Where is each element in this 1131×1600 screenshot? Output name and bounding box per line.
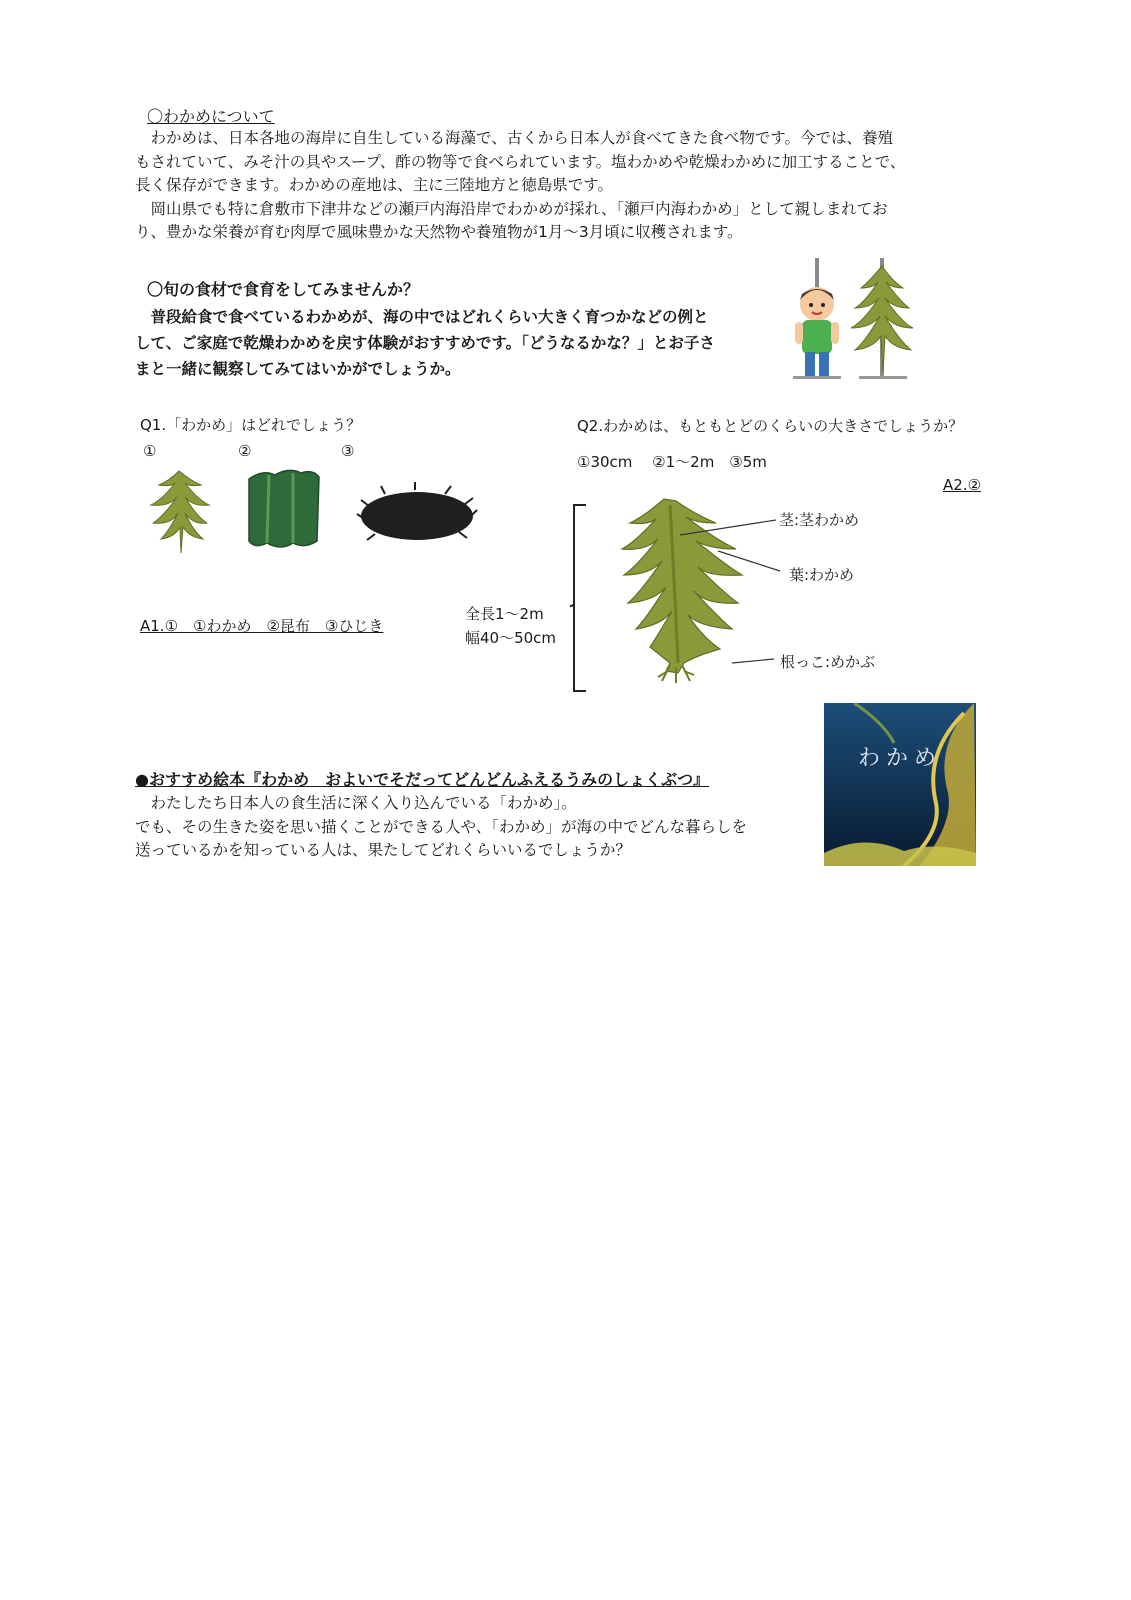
section-about-heading: 〇わかめについて — [147, 107, 275, 126]
book-cover-illustration — [824, 703, 976, 866]
paragraph-line: 長く保存ができます。わかめの産地は、主に三陸地方と徳島県です。 — [135, 176, 614, 194]
section-about-body — [135, 127, 905, 245]
q1-question: Q1.「わかめ」はどれでしょう？ — [140, 416, 362, 434]
size-length: 全長1～2m — [465, 605, 544, 623]
paragraph-line: 岡山県でも特に倉敷市下津井などの瀬戸内海沿岸でわかめが採れ、「瀬戸内海わかめ」として親しまれてお — [135, 199, 888, 218]
section-shokuiku-heading: 〇旬の食材で食育をしてみませんか？ — [147, 280, 420, 299]
paragraph-line: わかめは、日本各地の海岸に自生している海藻で、古くから日本人が食べてきた食べ物です。今では、養殖 — [135, 129, 893, 147]
q2-answer: A2.② — [943, 476, 982, 494]
q2-options: ①30cm ②1～2m ③5m — [577, 453, 767, 471]
paragraph-line: り、豊かな栄養が育む肉厚で風味豊かな天然物や養殖物が1月～3月頃に収穫されます。 — [135, 223, 743, 241]
size-width: 幅40～50cm — [465, 629, 557, 647]
paragraph-line: わたしたち日本人の食生活に深く入り込んでいる「わかめ」。 — [135, 794, 577, 812]
wakame-image — [145, 465, 213, 557]
q2-question: Q2.わかめは、もともとどのくらいの大きさでしょうか？ — [577, 417, 964, 435]
book-cover — [824, 703, 976, 866]
child-height-illustration — [785, 252, 920, 384]
kombu-image — [243, 465, 323, 551]
book-cover-title: わかめ — [858, 746, 943, 771]
section-shokuiku-body — [135, 304, 715, 382]
label-root: 根っこ:めかぶ — [780, 653, 876, 671]
q1-choice-number: ① — [143, 442, 157, 460]
hijiki-image — [355, 480, 480, 546]
paragraph-line: でも、その生きた姿を思い描くことができる人や、「わかめ」が海の中でどんな暮らしを — [135, 817, 747, 836]
paragraph-line: 送っているかを知っている人は、果たしてどれくらいいるでしょうか？ — [135, 841, 631, 859]
book-heading: ●おすすめ絵本『わかめ およいでそだってどんどんふえるうみのしょくぶつ』 — [135, 770, 710, 789]
q1-choice-number: ② — [238, 442, 252, 460]
paragraph-line: もされていて、みそ汁の具やスープ、酢の物等で食べられています。塩わかめや乾燥わかめに加工することで、 — [135, 152, 906, 171]
paragraph-line: して、ご家庭で乾燥わかめを戻す体験がおすすめです。「どうなるかな？」とお子さ — [135, 334, 715, 352]
q1-choice-number: ③ — [341, 442, 355, 460]
q1-answer: A1.① ①わかめ ②昆布 ③ひじき — [140, 617, 384, 635]
paragraph-line: まと一緒に観察してみてはいかがでしょうか。 — [135, 360, 461, 378]
label-stem: 茎:茎わかめ — [779, 511, 860, 529]
diagram-leader-lines — [650, 505, 790, 670]
paragraph-line: 普段給食で食べているわかめが、海の中ではどれくらい大きく育つかなどの例と — [135, 308, 709, 326]
book-description — [135, 792, 747, 863]
label-leaf: 葉:わかめ — [789, 566, 855, 584]
